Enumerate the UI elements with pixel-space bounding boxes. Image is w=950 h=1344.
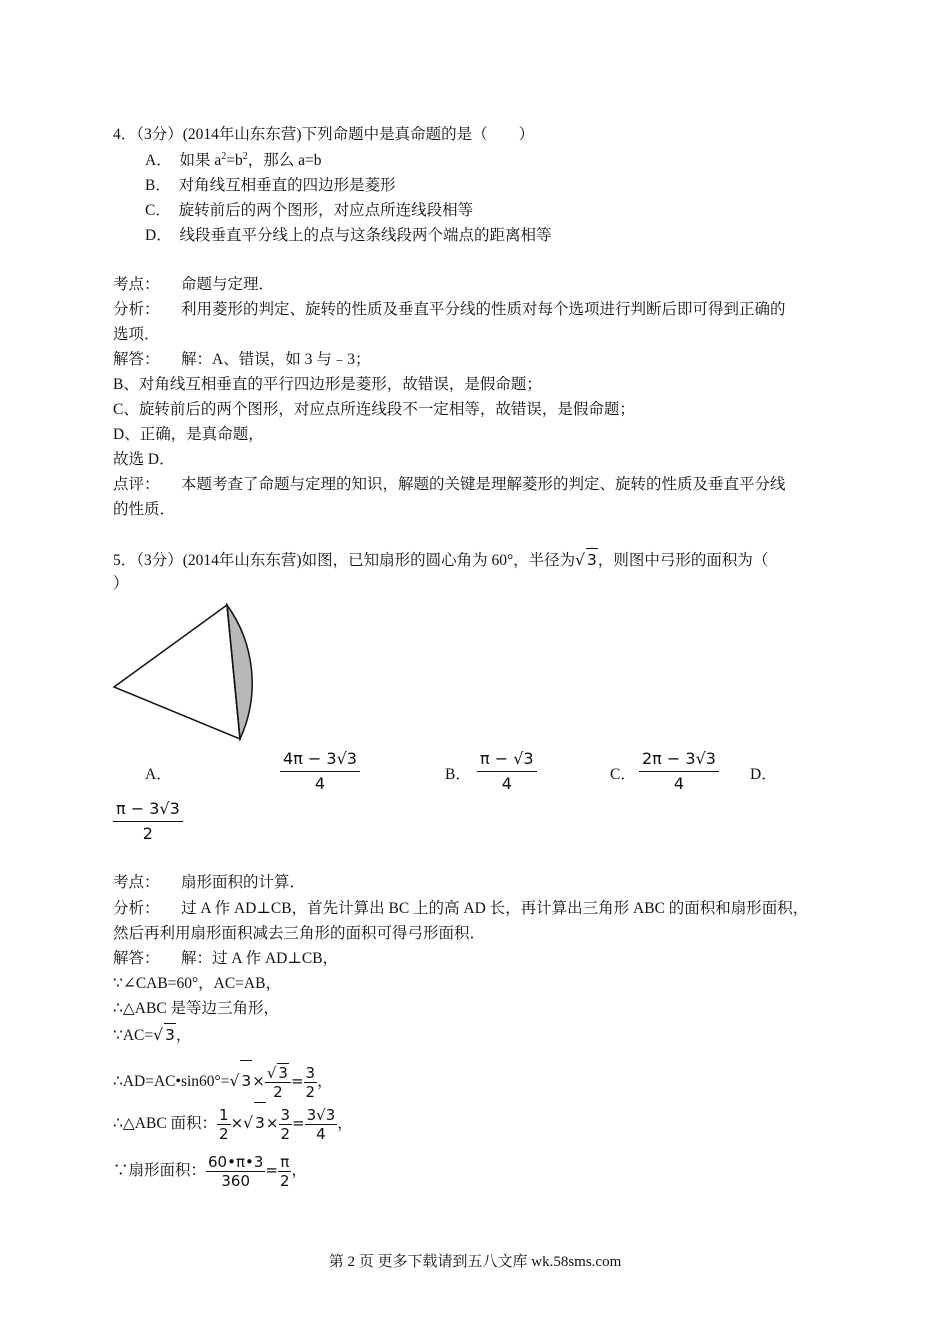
q4-kaodian xyxy=(113,274,274,296)
fraction-numerator: 3 xyxy=(305,1063,316,1082)
q4-option-a-pre: A． 如果 a xyxy=(145,152,222,169)
triangle-abc xyxy=(114,605,240,739)
fraction-denominator: 2 xyxy=(273,1083,283,1102)
q5-option-b-fraction xyxy=(477,747,537,796)
q5-line-area-pre: ∴△ABC 面积： xyxy=(113,1115,218,1132)
q4-option-a-mid: =b xyxy=(226,152,243,169)
q4-fenxi-text: 利用菱形的判定、旋转的性质及垂直平分线的性质对每个选项进行判断后即可得到正确的 xyxy=(181,301,786,318)
sqrt-radicand: 3 xyxy=(164,1023,176,1046)
q5-option-b-label: B． xyxy=(445,766,471,783)
kaodian-label: 考点： xyxy=(113,874,160,891)
q4-jieda-c: C、旋转前后的两个图形，对应点所连线段不一定相等，故错误，是假命题； xyxy=(113,401,635,418)
q4-option-d: D． 线段垂直平分线上的点与这条线段两个端点的距离相等 xyxy=(145,227,552,244)
sqrt-sign: √ xyxy=(575,551,586,569)
comma: ， xyxy=(291,1162,308,1179)
q5-option-a-label: A． xyxy=(145,766,172,783)
q4-dianping xyxy=(113,474,786,496)
q4-fenxi xyxy=(113,299,786,321)
q5-line-ac xyxy=(113,1023,191,1047)
sqrt-sign: √ xyxy=(153,1026,164,1044)
q5-fenxi xyxy=(113,898,808,920)
fraction-numerator: 60•π•3 xyxy=(208,1152,264,1171)
comma: ， xyxy=(337,1115,353,1132)
fraction-numerator: 3 xyxy=(280,1105,291,1124)
times-sign: × xyxy=(230,1114,244,1132)
fraction-denominator: 2 xyxy=(279,1171,290,1190)
q5-option-c-fraction xyxy=(639,747,719,796)
fraction-denominator: 2 xyxy=(280,1124,291,1143)
q5-stem xyxy=(113,548,768,572)
kaodian-label: 考点： xyxy=(113,276,160,293)
fraction-numerator: 3√3 xyxy=(306,1105,336,1124)
q4-stem: 4．（3分）(2014年山东东营)下列命题中是真命题的是（ ） xyxy=(113,126,535,143)
sqrt-radicand: 3 xyxy=(240,1060,252,1101)
q5-stem-pre: 5．（3分）(2014年山东东营)如图，已知扇形的圆心角为 60°，半径为 xyxy=(113,552,576,569)
q4-jieda-text: 解：A、错误，如 3 与﹣3； xyxy=(181,351,371,368)
q4-option-a xyxy=(145,150,321,172)
q5-line-sector xyxy=(113,1150,307,1191)
sqrt-sign: √ xyxy=(266,1064,277,1083)
q4-jieda xyxy=(113,349,370,371)
q5-line-angle: ∵∠CAB=60°，AC=AB， xyxy=(113,975,281,992)
q5-line-ac-pre: ∵AC= xyxy=(113,1027,154,1044)
fenxi-label: 分析： xyxy=(113,301,160,318)
comma: ， xyxy=(317,1073,333,1090)
q5-option-d-fraction xyxy=(113,797,183,846)
q5-line-equilateral: ∴△ABC 是等边三角形， xyxy=(113,1000,280,1017)
q5-stem-end: ） xyxy=(113,575,129,592)
fraction-numerator: π xyxy=(280,1152,290,1171)
dianping-label: 点评： xyxy=(113,476,160,493)
q4-kaodian-text: 命题与定理． xyxy=(181,276,275,293)
q5-fenxi-text: 过 A 作 AD⊥CB，首先计算出 BC 上的高 AD 长，再计算出三角形 ABC 的面积和扇形面积， xyxy=(181,900,809,917)
q5-option-d-label: D． xyxy=(750,766,777,783)
times-sign: × xyxy=(252,1072,265,1090)
fraction xyxy=(265,1063,291,1101)
comma: ， xyxy=(175,1027,192,1044)
fraction xyxy=(206,1153,265,1190)
fraction-denominator: 4 xyxy=(314,774,326,793)
fraction xyxy=(279,1106,293,1143)
fraction-denominator: 2 xyxy=(305,1082,316,1101)
q5-kaodian-text: 扇形面积的计算． xyxy=(181,874,306,891)
equals-sign: = xyxy=(265,1161,278,1179)
fraction xyxy=(217,1106,231,1143)
fraction-denominator: 2 xyxy=(142,824,153,843)
q5-option-a-fraction xyxy=(280,747,360,796)
fraction-denominator: 4 xyxy=(316,1124,326,1143)
fraction-denominator: 4 xyxy=(501,774,512,793)
jieda-label: 解答： xyxy=(113,351,160,368)
fraction-denominator: 2 xyxy=(219,1124,229,1143)
q4-fenxi-cont: 选项． xyxy=(113,326,160,343)
fraction-denominator: 4 xyxy=(673,774,685,793)
sector-figure xyxy=(108,598,263,746)
q5-line-area xyxy=(113,1102,353,1144)
q4-option-c: C． 旋转前后的两个图形，对应点所连线段相等 xyxy=(145,202,474,219)
q5-line-sector-pre: ∵扇形面积： xyxy=(113,1162,207,1179)
times-sign: × xyxy=(265,1114,279,1132)
q4-option-b: B． 对角线互相垂直的四边形是菱形 xyxy=(145,177,396,194)
q4-option-a-post: ，那么 a=b xyxy=(247,152,322,169)
fraction xyxy=(305,1106,338,1143)
fraction xyxy=(278,1153,292,1190)
q4-dianping-cont: 的性质． xyxy=(113,501,176,518)
q4-dianping-text: 本题考查了命题与定理的知识，解题的关键是理解菱形的判定、旋转的性质及垂直平分线 xyxy=(181,476,786,493)
fraction-numerator xyxy=(265,1063,291,1083)
q4-jieda-answer: 故选 D． xyxy=(113,451,175,468)
sqrt-radicand: 3 xyxy=(278,1064,288,1083)
fraction-numerator: π − 3√3 xyxy=(113,797,183,822)
exponent: 2 xyxy=(242,150,248,162)
equals-sign: = xyxy=(292,1114,305,1132)
fraction-numerator: 4π − 3√3 xyxy=(280,747,360,772)
fraction-numerator: 1 xyxy=(219,1105,229,1124)
sqrt-radicand: 3 xyxy=(254,1102,266,1143)
fraction xyxy=(304,1064,318,1101)
q5-kaodian xyxy=(113,872,305,894)
fraction-denominator: 360 xyxy=(221,1171,251,1190)
q5-jieda xyxy=(113,948,338,970)
q4-jieda-b: B、对角线互相垂直的平行四边形是菱形，故错误，是假命题； xyxy=(113,376,542,393)
exponent: 2 xyxy=(221,150,227,162)
fraction-numerator: π − √3 xyxy=(477,747,537,772)
segment-shade xyxy=(227,605,252,739)
sqrt-sign: √ xyxy=(243,1114,254,1132)
q5-fenxi-cont: 然后再利用扇形面积减去三角形的面积可得弓形面积． xyxy=(113,925,486,942)
equals-sign: = xyxy=(290,1072,304,1090)
jieda-label: 解答： xyxy=(113,950,160,967)
fenxi-label: 分析： xyxy=(113,900,160,917)
q5-line-ad-pre: ∴AD=AC•sin60°= xyxy=(113,1073,230,1090)
q4-jieda-d: D、正确，是真命题， xyxy=(113,426,264,443)
sqrt-sign: √ xyxy=(229,1072,240,1090)
q5-option-c-label: C． xyxy=(610,766,636,783)
sqrt-radicand: 3 xyxy=(586,548,598,571)
q5-jieda-text: 解：过 A 作 AD⊥CB， xyxy=(181,950,339,967)
q5-stem-post: ，则图中弓形的面积为（ xyxy=(597,552,769,569)
fraction-numerator: 2π − 3√3 xyxy=(639,747,719,772)
page-footer: 第 2 页 更多下载请到五八文库 wk.58sms.com xyxy=(328,1254,622,1270)
q5-line-ad xyxy=(113,1060,333,1102)
